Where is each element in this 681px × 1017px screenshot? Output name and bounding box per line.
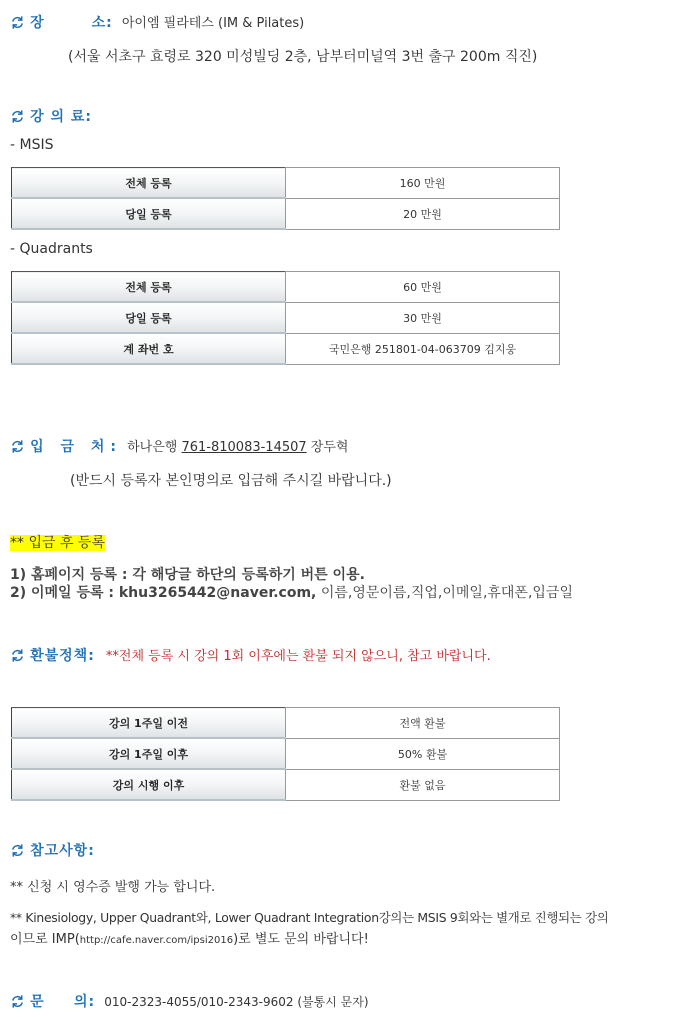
table-header-cell: 당일 등록 (12, 198, 286, 229)
location-label: 장 소: (30, 15, 113, 31)
table-cell: 환불 없음 (286, 769, 560, 800)
table-cell: 20 만원 (286, 198, 560, 229)
contact-value: 010-2323-4055/010-2343-9602 (불통시 문자) (104, 995, 369, 1009)
deposit-holder: 장두혁 (306, 440, 349, 455)
msis-fee-table (11, 167, 560, 230)
location-section (10, 12, 304, 32)
notes-line-3 (10, 928, 369, 947)
fee-label: 강 의 료: (30, 109, 93, 125)
table-row (12, 708, 560, 739)
deposit-bank: 하나은행 (127, 440, 182, 455)
notes-line-3-suffix: )로 별도 문의 바랍니다! (233, 932, 369, 947)
refund-notice: **전체 등록 시 강의 1회 이후에는 환불 되지 않으니, 참고 바랍니다. (105, 649, 491, 664)
table-row (12, 198, 560, 229)
notes-section (10, 840, 95, 860)
quadrants-fee-table (11, 271, 560, 365)
deposit-section (10, 436, 348, 456)
table-cell: 국민은행 251801-04-063709 김지웅 (286, 333, 560, 364)
table-row (12, 769, 560, 800)
deposit-account-number: 761-810083-14507 (181, 440, 307, 455)
refresh-arrows-icon (10, 15, 25, 30)
table-row (12, 302, 560, 333)
table-cell: 30 만원 (286, 302, 560, 333)
table-row (12, 738, 560, 769)
fee-section (10, 106, 92, 126)
contact-label: 문 의: (30, 994, 96, 1010)
table-header-cell: 계 좌번 호 (12, 333, 286, 364)
notes-line-2: ** Kinesiology, Upper Quadrant와, Lower Quadrant Integration강의는 MSIS 9회와는 별개로 진행되는 강의 (10, 910, 609, 925)
table-cell: 전액 환불 (286, 708, 560, 739)
table-row (12, 272, 560, 303)
notes-line-3-prefix: 이므로 IMP( (10, 932, 80, 947)
registration-line-1: 1) 홈페이지 등록 : 각 해당글 하단의 등록하기 버튼 이용. (10, 567, 365, 583)
table-header-cell: 강의 시행 이후 (12, 769, 286, 800)
msis-heading: - MSIS (10, 137, 54, 153)
deposit-label: 입 금 처: (30, 439, 123, 455)
contact-section (10, 991, 369, 1011)
refresh-arrows-icon (10, 648, 25, 663)
refresh-arrows-icon (10, 843, 25, 858)
table-row (12, 168, 560, 199)
registration-fields: 이름,영문이름,직업,이메일,휴대폰,입금일 (316, 585, 573, 601)
table-cell: 50% 환불 (286, 738, 560, 769)
notes-line-1: ** 신청 시 영수증 발행 가능 합니다. (10, 880, 216, 895)
refund-table (11, 707, 560, 801)
table-header-cell: 전체 등록 (12, 168, 286, 199)
deposit-note: (반드시 등록자 본인명의로 입금해 주시길 바랍니다.) (70, 473, 392, 489)
refresh-arrows-icon (10, 439, 25, 454)
location-address: (서울 서초구 효령로 320 미성빌딩 2층, 남부터미널역 3번 출구 200m 직진) (68, 49, 538, 65)
refresh-arrows-icon (10, 994, 25, 1009)
registration-highlight (10, 532, 105, 552)
notes-label: 참고사항: (30, 843, 95, 859)
cafe-link[interactable]: http://cafe.naver.com/ipsi2016 (79, 935, 234, 946)
refresh-arrows-icon (10, 109, 25, 124)
location-value: 아이엠 필라테스 (IM & Pilates) (121, 16, 305, 31)
table-header-cell: 강의 1주일 이전 (12, 708, 286, 739)
table-cell: 160 만원 (286, 168, 560, 199)
table-row (12, 333, 560, 364)
registration-email: 2) 이메일 등록 : khu3265442@naver.com, (10, 585, 317, 601)
quadrants-heading: - Quadrants (10, 241, 93, 257)
registration-line-2 (10, 582, 573, 602)
refund-section (10, 645, 491, 665)
table-header-cell: 당일 등록 (12, 302, 286, 333)
table-header-cell: 전체 등록 (12, 272, 286, 303)
refund-label: 환불정책: (30, 648, 95, 664)
highlight-text: ** 입금 후 등록 (10, 535, 105, 551)
table-header-cell: 강의 1주일 이후 (12, 738, 286, 769)
table-cell: 60 만원 (286, 272, 560, 303)
